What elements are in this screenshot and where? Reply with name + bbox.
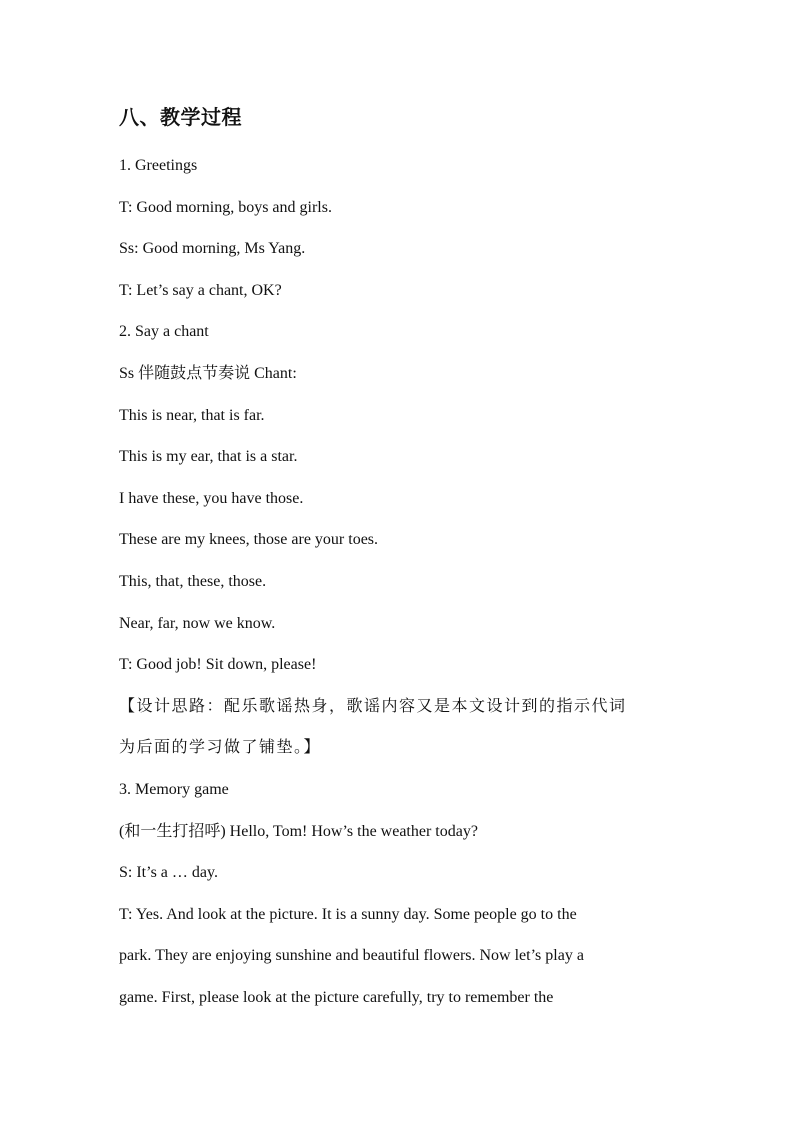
- section-heading: 八、教学过程: [119, 107, 242, 129]
- paragraph-line: game. First, please look at the picture carefully, try to remember the: [119, 988, 554, 1006]
- dialogue-line: T: Good morning, boys and girls.: [119, 198, 332, 216]
- document-body: [119, 103, 679, 1018]
- paragraph-line: park. They are enjoying sunshine and beautiful flowers. Now let’s play a: [119, 947, 584, 965]
- chant-line: Near, far, now we know.: [119, 614, 276, 632]
- dialogue-line: (和一生打招呼) Hello, Tom! How’s the weather today?: [119, 822, 478, 840]
- chant-line: I have these, you have those.: [119, 489, 304, 507]
- paragraph-line: T: Yes. And look at the picture. It is a sunny day. Some people go to the: [119, 905, 577, 923]
- subsection-greetings: 1. Greetings: [119, 157, 198, 174]
- dialogue-line: S: It’s a … day.: [119, 864, 218, 882]
- dialogue-line: T: Let’s say a chant, OK?: [119, 281, 282, 299]
- chant-line: This is near, that is far.: [119, 406, 265, 424]
- design-note-line: 【设计思路：配乐歌谣热身，歌谣内容又是本文设计到的指示代词: [119, 697, 627, 715]
- dialogue-line: Ss: Good morning, Ms Yang.: [119, 240, 306, 258]
- subsection-say-a-chant: 2. Say a chant: [119, 323, 209, 341]
- design-note-line: 为后面的学习做了铺垫。】: [119, 739, 322, 757]
- chant-line: This is my ear, that is a star.: [119, 448, 298, 466]
- dialogue-line: T: Good job! Sit down, please!: [119, 656, 317, 674]
- chant-intro: Ss 伴随鼓点节奏说 Chant:: [119, 364, 297, 382]
- chant-line: This, that, these, those.: [119, 572, 267, 590]
- subsection-memory-game: 3. Memory game: [119, 780, 229, 798]
- chant-line: These are my knees, those are your toes.: [119, 531, 379, 549]
